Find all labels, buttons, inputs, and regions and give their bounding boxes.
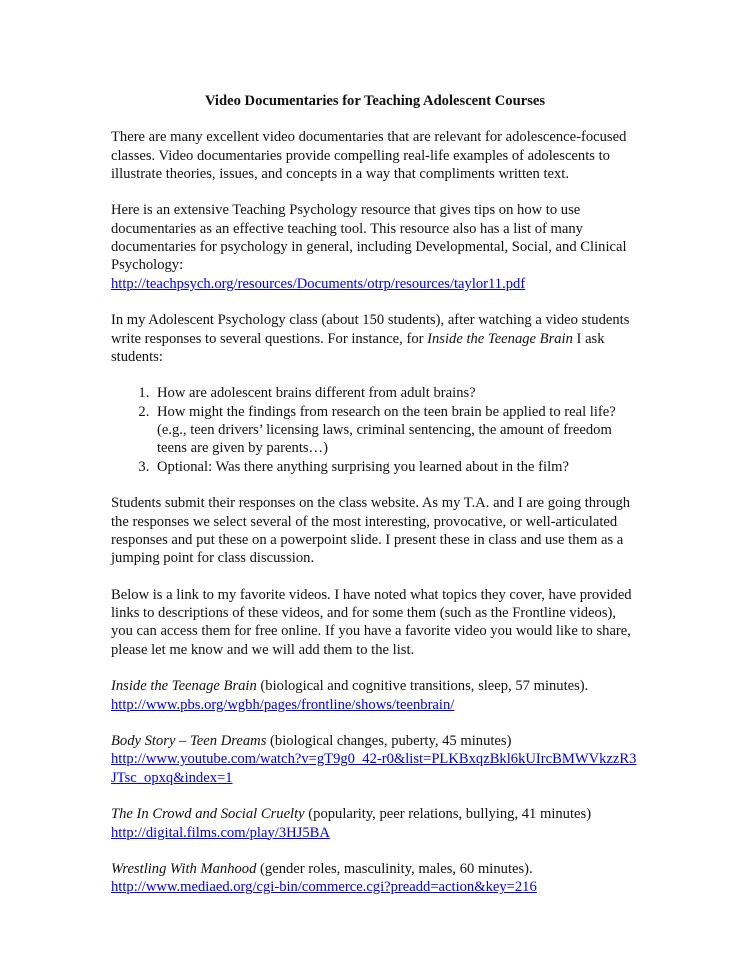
resource-text: Here is an extensive Teaching Psychology resource that gives tips on how to use documentaries as an effective teaching tool. This resource also has a list of many documentaries for psychology in general, including Developmental, Social, and Clinical Psychology: <box>111 202 627 274</box>
video-entry <box>111 677 639 714</box>
video-link[interactable]: http://www.pbs.org/wgbh/pages/frontline/shows/teenbrain/ <box>111 696 455 713</box>
submit-paragraph: Students submit their responses on the class website. As my T.A. and I are going through the responses we select several of the most interesting, provocative, or well-articulated responses and put these on a powerpoint slide. I present these in class and use them as a jumping point for class discussion. <box>111 495 631 567</box>
video-description: (gender roles, masculinity, males, 60 minutes). <box>256 861 533 878</box>
class-text-film-title: Inside the Teenage Brain <box>427 330 573 347</box>
class-text-before: In my Adolescent Psychology class (about 150 students), after watching a video students write responses to several questions. For instance, for <box>111 312 630 347</box>
video-description: (popularity, peer relations, bullying, 41 minutes) <box>304 806 592 823</box>
resource-paragraph <box>111 201 639 292</box>
document-title: Video Documentaries for Teaching Adolescent Courses <box>204 93 546 109</box>
video-description: (biological and cognitive transitions, sleep, 57 minutes). <box>256 678 589 695</box>
question-list <box>111 384 639 475</box>
video-entry <box>111 860 639 897</box>
class-text-after: I ask students: <box>111 330 605 365</box>
question-item: 3. Optional: Was there anything surprising you learned about in the film? <box>153 458 639 476</box>
question-item: 2. How might the findings from research on the teen brain be applied to real life? (e.g., teen drivers’ licensing laws, criminal sentencing, the amount of freedom teens are given by parents…) <box>153 403 639 458</box>
video-description: (biological changes, puberty, 45 minutes) <box>266 733 512 750</box>
video-title: Inside the Teenage Brain <box>111 678 257 695</box>
favorites-paragraph: Below is a link to my favorite videos. I have noted what topics they cover, have provided links to descriptions of these videos, and for some them (such as the Frontline videos), you can access them for free online. If you have a favorite video you would like to share, please let me know and we will add them to the list. <box>111 586 632 658</box>
video-link[interactable]: http://www.youtube.com/watch?v=gT9g0_42-r0&list=PLKBxqzBkl6kUIrcBMWVkzzR3JTsc_opxq&index=1 <box>111 751 637 786</box>
class-paragraph <box>111 311 639 366</box>
video-title: The In Crowd and Social Cruelty <box>111 806 305 823</box>
video-entry <box>111 732 639 787</box>
video-link[interactable]: http://www.mediaed.org/cgi-bin/commerce.cgi?preadd=action&key=216 <box>111 879 537 896</box>
intro-paragraph: There are many excellent video documentaries that are relevant for adolescence-focused classes. Video documentaries provide compelling real-life examples of adolescents to illustrate theories, issues, and concepts in a way that compliments written text. <box>111 129 627 182</box>
video-entry <box>111 805 639 842</box>
question-item: 1. How are adolescent brains different from adult brains? <box>153 384 639 402</box>
video-title: Body Story – Teen Dreams <box>111 733 267 750</box>
video-title: Wrestling With Manhood <box>111 861 257 878</box>
resource-link[interactable]: http://teachpsych.org/resources/Documents/otrp/resources/taylor11.pdf <box>111 275 526 292</box>
video-link[interactable]: http://digital.films.com/play/3HJ5BA <box>111 824 330 841</box>
